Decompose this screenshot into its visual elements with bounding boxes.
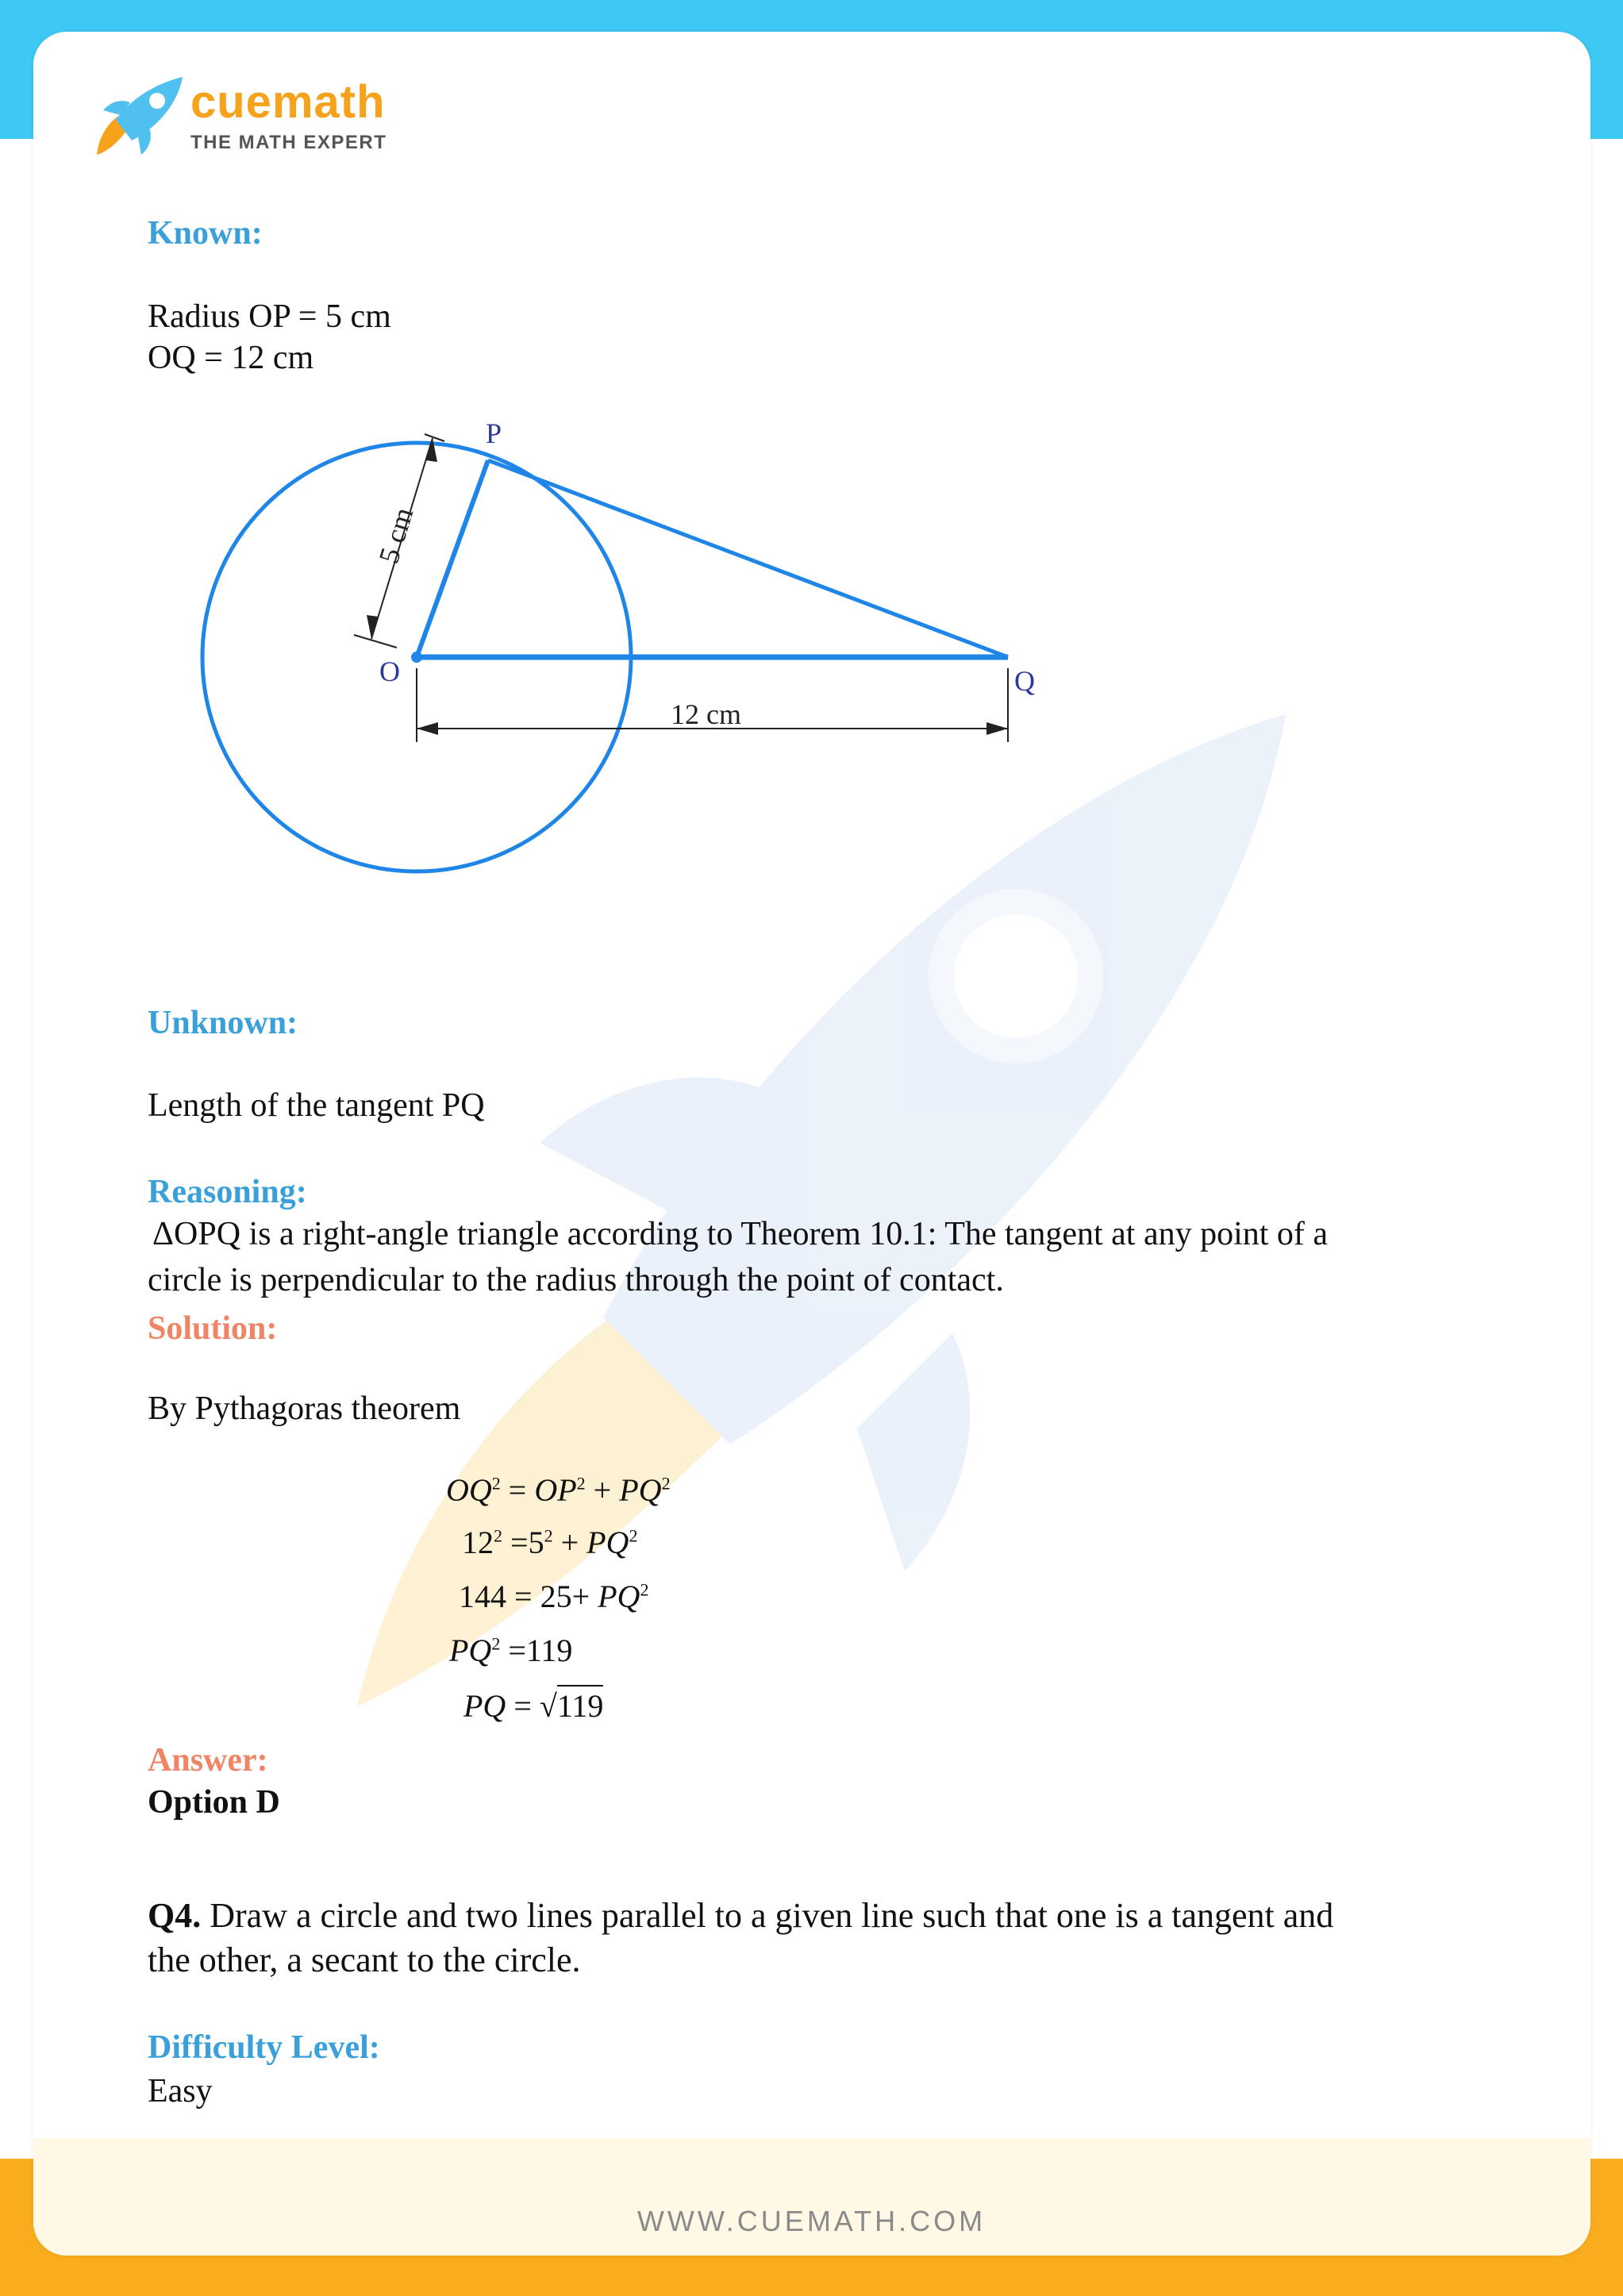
brand-name: cuemath bbox=[190, 76, 386, 128]
known-line-1: Radius OP = 5 cm bbox=[148, 298, 391, 335]
reasoning-line-2: circle is perpendicular to the radius through the point of contact. bbox=[148, 1262, 1004, 1298]
equation-2: $12^2 =5^2 + PQ^2$ bbox=[462, 1525, 638, 1560]
equation-3: $144 = 25+ PQ^2$ bbox=[459, 1579, 649, 1614]
question-4-line-1: Q4. Draw a circle and two lines parallel to a given line such that one is a tangent and bbox=[148, 1896, 1334, 1935]
label-p: P bbox=[486, 417, 502, 449]
solution-heading: Solution: bbox=[148, 1310, 278, 1347]
label-oq: 12 cm bbox=[671, 698, 741, 730]
footer-url: WWW.CUEMATH.COM bbox=[637, 2205, 986, 2237]
known-heading: Known: bbox=[148, 215, 263, 252]
reasoning-line-1: ΔOPQ is a right-angle triangle according to Theorem 10.1: The tangent at any point of a bbox=[152, 1216, 1329, 1252]
known-line-2: OQ = 12 cm bbox=[148, 340, 314, 376]
brand-tagline: THE MATH EXPERT bbox=[190, 132, 387, 153]
diagram-shapes bbox=[202, 434, 1008, 871]
answer-value: Option D bbox=[148, 1784, 280, 1821]
question-4-line-2: the other, a secant to the circle. bbox=[148, 1940, 581, 1979]
equation-4: $PQ^2 =119$ bbox=[449, 1633, 573, 1668]
label-q: Q bbox=[1014, 665, 1035, 697]
point-o bbox=[411, 652, 422, 663]
radius-op bbox=[417, 460, 488, 657]
solution-intro: By Pythagoras theorem bbox=[148, 1390, 461, 1427]
label-radius: 5 cm bbox=[372, 503, 420, 567]
unknown-text: Length of the tangent PQ bbox=[148, 1087, 485, 1124]
answer-heading: Answer: bbox=[148, 1742, 268, 1779]
equation-1: $OQ^2 = OP^2 + PQ^2$ bbox=[446, 1472, 671, 1508]
equation-5: PQ = √119 bbox=[463, 1687, 603, 1725]
difficulty-value: Easy bbox=[148, 2073, 213, 2109]
label-o: O bbox=[379, 656, 400, 687]
difficulty-heading: Difficulty Level: bbox=[148, 2029, 380, 2066]
unknown-heading: Unknown: bbox=[148, 1005, 298, 1041]
reasoning-heading: Reasoning: bbox=[148, 1174, 307, 1210]
tangent-pq bbox=[488, 460, 1008, 657]
